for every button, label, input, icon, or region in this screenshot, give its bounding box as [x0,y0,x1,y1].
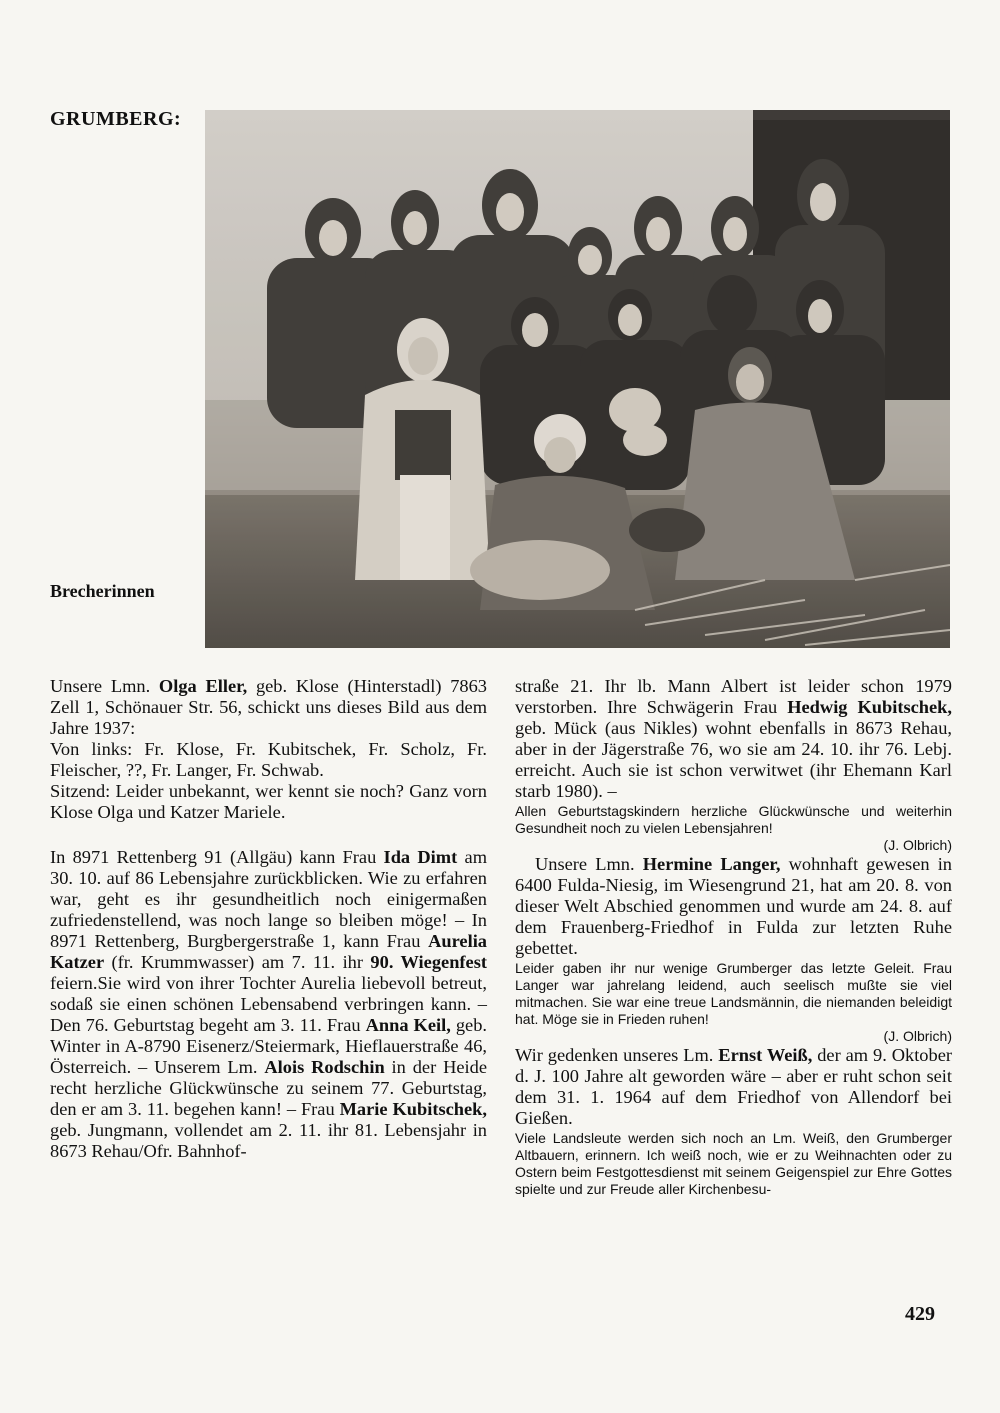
text-run: geb. Winter in A-8790 Eisenerz/Steiermark, Hieflauerstraße 46, Österreich. – Unserem Lm. [50,1015,487,1077]
text-run: Wir gedenken unseres Lm. [515,1045,719,1065]
paragraph-birthdays [50,847,487,1162]
bold-name: 90. Wiegenfest [370,952,487,972]
birthday-wishes [515,803,952,854]
bold-name: Anna Keil, [365,1015,451,1035]
section-title: GRUMBERG: [50,108,182,130]
text-run: In 8971 Rettenberg 91 (Allgäu) kann Frau [50,847,384,867]
text-run: der am 9. Oktober d. J. 100 Jahre alt geworden wäre – aber er ruht schon seit dem 31. 1. 1964 auf dem Friedhof von Allendorf bei Gießen. [515,1045,952,1128]
birthday-wishes-text: Allen Geburtstagskindern herzliche Glückwünsche und weiterhin Gesundheit noch zu vielen Lebensjahren! [515,803,952,836]
paragraph-von-links [50,739,487,781]
group-photo [205,110,950,648]
bold-name: Olga Eller, [158,676,248,696]
bold-name: Ida Dimt [383,847,458,867]
signature-olbrich-2: (J. Olbrich) [883,1028,952,1044]
page-number: 429 [905,1303,935,1325]
left-column [50,676,487,1162]
text-run: Unsere Lmn. [50,676,159,696]
paragraph-sitzend [50,781,487,823]
text-run: Unsere Lmn. [535,854,643,874]
paragraph-ernst-weiss [515,1045,952,1129]
text-run: Sitzend: Leider unbekannt, wer kennt sie noch? Ganz vorn Klose Olga und Katzer Mariele. [50,781,487,822]
weiss-remembrance-text: Viele Landsleute werden sich noch an Lm. Weiß, den Grumberger Altbauern, erinnern. Ich weiß noch, wie er zu Weihnachten oder zu Ostern beim Festgottesdienst mit seinem Geigenspiel zur Ehre Gottes spielte und zur Freude aller Kirchenbesu- [515,1130,952,1197]
bold-name: Aurelia Katzer [50,931,487,972]
signature-olbrich-1: (J. Olbrich) [883,837,952,853]
text-run: geb. Jungmann, vollendet am 2. 11. ihr 81. Lebensjahr in 8673 Rehau/Ofr. Bahnhof- [50,1120,487,1161]
bold-name: Hermine Langer, [642,854,781,874]
text-run: am 30. 10. auf 86 Lebensjahre zurückblicken. Wie zu erfahren war, geht es ihr gesundheitlich noch einigermaßen zufriedenstellend, was noch lange so bleiben möge! – In 8971 Rettenberg, Burgbergerstraße 1, kann Frau [50,847,487,951]
text-run: straße 21. Ihr lb. Mann Albert ist leider schon 1979 verstorben. Ihre Schwägerin Frau [515,676,952,717]
text-run: geb. Mück (aus Nikles) wohnt ebenfalls in 8673 Rehau, aber in der Jägerstraße 76, wo sie am 24. 10. ihr 76. Lebj. erreicht. Auch sie ist schon verwitwet (ihr Ehemann Karl starb 1980). – [515,718,952,801]
right-column [515,676,952,1198]
text-run: in der Heide recht herzliche Glückwünsche zu seinem 77. Geburtstag, den er am 3. 11. begehen kann! – Frau [50,1057,487,1119]
weiss-remembrance [515,1130,952,1198]
bold-name: Hedwig Kubitschek, [787,697,952,717]
langer-remembrance-text: Leider gaben ihr nur wenige Grumberger das letzte Geleit. Frau Langer war jahrelang leidend, auch seelisch mußte sie viel mitmachen. Sie war eine treue Landsmännin, die niemanden beleidigt hat. Möge sie in Frieden ruhen! [515,960,952,1027]
bold-name: Marie Kubitschek, [339,1099,487,1119]
text-run: Von links: Fr. Klose, Fr. Kubitschek, Fr. Scholz, Fr. Fleischer, ??, Fr. Langer, Fr. Schwab. [50,739,487,780]
bold-name: Alois Rodschin [264,1057,385,1077]
photo-caption: Brecherinnen [50,581,155,601]
text-run: feiern.Sie wird von ihrer Tochter Aurelia liebevoll betreut, sodaß sie einen schönen Lebensabend verbringen kann. – Den 76. Geburtstag begeht am 3. 11. Frau [50,973,487,1035]
text-run: wohnhaft gewesen in 6400 Fulda-Niesig, im Wiesengrund 21, hat am 20. 8. von dieser Welt Abschied genommen und wurde am 24. 8. auf dem Frauenberg-Friedhof in Fulda zur letzten Ruhe gebettet. [515,854,953,958]
langer-remembrance [515,960,952,1045]
paragraph-hermine-langer [515,854,952,959]
text-run: (fr. Krummwasser) am 7. 11. ihr [104,952,371,972]
paragraph-kubitschek [515,676,952,802]
paragraph-olga-eller [50,676,487,739]
bold-name: Ernst Weiß, [718,1045,813,1065]
text-run: geb. Klose (Hinterstadl) 7863 Zell 1, Schönauer Str. 56, schickt uns dieses Bild aus dem Jahre 1937: [50,676,487,738]
